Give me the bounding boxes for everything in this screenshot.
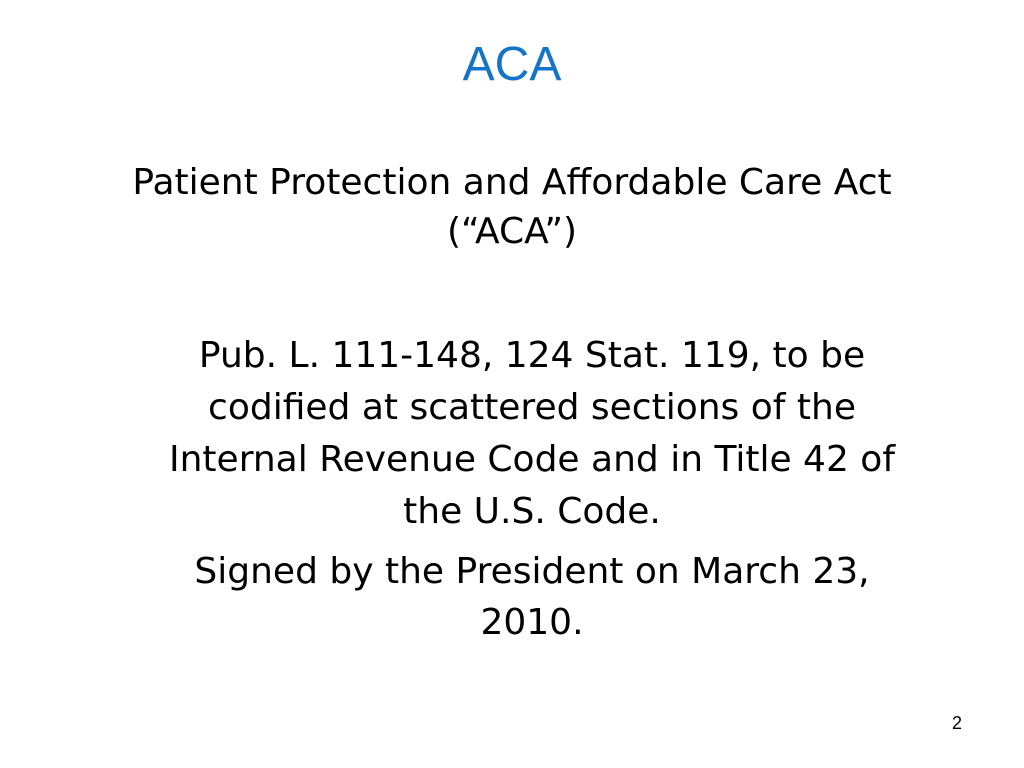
- citation-line: Internal Revenue Code and in Title 42 of: [169, 439, 895, 480]
- slide-title: ACA: [462, 38, 562, 91]
- citation-line: the U.S. Code.: [403, 491, 661, 532]
- signed-line: 2010.: [480, 602, 584, 643]
- act-name: [60, 158, 964, 256]
- signed-paragraph: [100, 546, 964, 648]
- act-abbreviation-line: (“ACA”): [446, 211, 578, 252]
- act-name-line: Patient Protection and Affordable Care Act: [132, 162, 892, 203]
- signed-line: Signed by the President on March 23,: [194, 551, 870, 592]
- citation-paragraph: [100, 330, 964, 538]
- page-number: 2: [951, 713, 962, 733]
- citation-line: codified at scattered sections of the: [208, 387, 856, 428]
- citation-line: Pub. L. 111-148, 124 Stat. 119, to be: [198, 335, 866, 376]
